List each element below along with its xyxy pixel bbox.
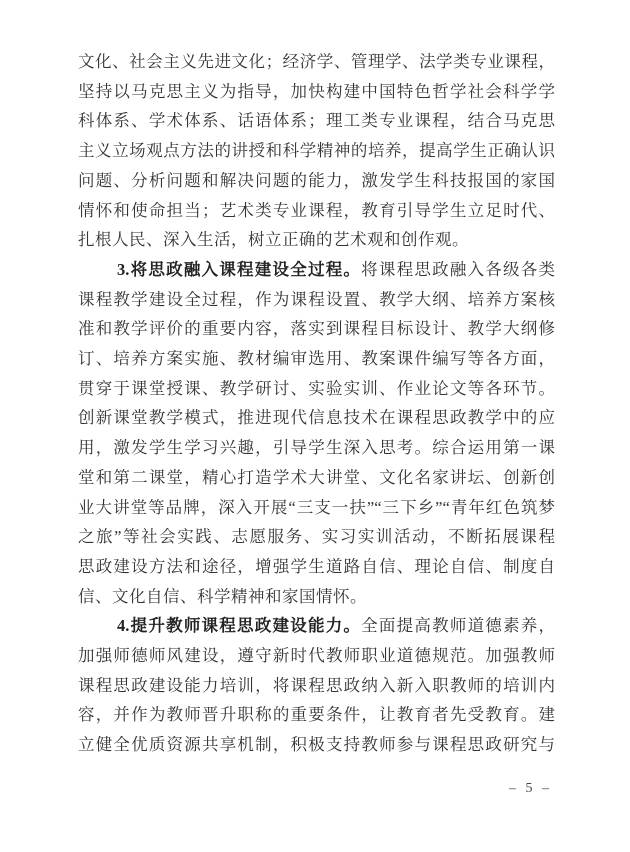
text-line — [78, 77, 555, 107]
body-text: 全面提高教师道德素养， — [361, 616, 555, 636]
text-line — [78, 552, 555, 582]
body-text: 之旅”等社会实践、志愿服务、实习实训活动，不断拓展课程 — [78, 527, 555, 547]
text-line — [78, 196, 555, 226]
body-text: 科体系、学术体系、话语体系；理工类专业课程，结合马克思 — [78, 111, 555, 131]
text-line — [78, 611, 555, 641]
text-line — [78, 285, 555, 315]
text-line — [78, 255, 555, 285]
body-text: 贯穿于课堂授课、教学研讨、实验实训、作业论文等各环节。 — [78, 378, 555, 398]
text-line — [78, 700, 555, 730]
body-text: 准和教学评价的重要内容，落实到课程目标设计、教学大纲修 — [78, 319, 555, 339]
body-text: 业大讲堂等品牌，深入开展“三支一扶”“三下乡”“青年红色筑梦 — [78, 497, 555, 517]
body-text: 堂和第二课堂，精心打造学术大讲堂、文化名家讲坛、创新创 — [78, 467, 555, 487]
text-line — [78, 433, 555, 463]
text-line — [78, 641, 555, 671]
text-line — [78, 671, 555, 701]
body-text: 思政建设方法和途径，增强学生道路自信、理论自信、制度自 — [78, 556, 555, 576]
text-line — [78, 166, 555, 196]
text-block — [78, 47, 555, 760]
body-text: 文化、社会主义先进文化；经济学、管理学、法学类专业课程， — [78, 52, 555, 71]
body-text: 信、文化自信、科学精神和家国情怀。 — [78, 586, 367, 606]
text-line — [78, 106, 555, 136]
body-text: 加强师德师风建设，遵守新时代教师职业道德规范。加强教师 — [78, 646, 555, 666]
text-line — [78, 522, 555, 552]
body-text: 立健全优质资源共享机制，积极支持教师参与课程思政研究与 — [78, 735, 555, 755]
body-text: 情怀和使命担当；艺术类专业课程，教育引导学生立足时代、 — [78, 200, 555, 220]
text-line — [78, 344, 555, 374]
text-line — [78, 493, 555, 523]
text-line — [78, 403, 555, 433]
text-line — [78, 463, 555, 493]
text-line — [78, 730, 555, 760]
text-line — [78, 582, 555, 612]
body-text: 主义立场观点方法的讲授和科学精神的培养，提高学生正确认识 — [78, 141, 555, 161]
heading-text: 4.提升教师课程思政建设能力。 — [117, 616, 362, 636]
text-line — [78, 374, 555, 404]
body-text: 容，并作为教师晋升职称的重要条件，让教育者先受教育。建 — [78, 705, 555, 725]
body-text: 用，激发学生学习兴趣，引导学生深入思考。综合运用第一课 — [78, 438, 555, 458]
body-text: 课程思政建设能力培训，将课程思政纳入新入职教师的培训内 — [78, 675, 555, 695]
body-text: 创新课堂教学模式，推进现代信息技术在课程思政教学中的应 — [78, 408, 555, 428]
body-text: 问题、分析问题和解决问题的能力，激发学生科技报国的家国 — [78, 170, 555, 190]
heading-text: 3.将思政融入课程建设全过程。 — [117, 259, 362, 279]
body-text: 将课程思政融入各级各类 — [361, 259, 555, 279]
body-text: 扎根人民、深入生活，树立正确的艺术观和创作观。 — [78, 230, 469, 250]
text-line — [78, 225, 555, 255]
page-number: – 5 – — [509, 781, 552, 796]
text-line — [78, 314, 555, 344]
text-line — [78, 136, 555, 166]
text-line — [78, 47, 555, 77]
body-text: 课程教学建设全过程，作为课程设置、教学大纲、培养方案核 — [78, 289, 555, 309]
body-text: 订、培养方案实施、教材编审选用、教案课件编写等各方面， — [78, 349, 555, 369]
body-text: 坚持以马克思主义为指导，加快构建中国特色哲学社会科学学 — [78, 81, 555, 101]
